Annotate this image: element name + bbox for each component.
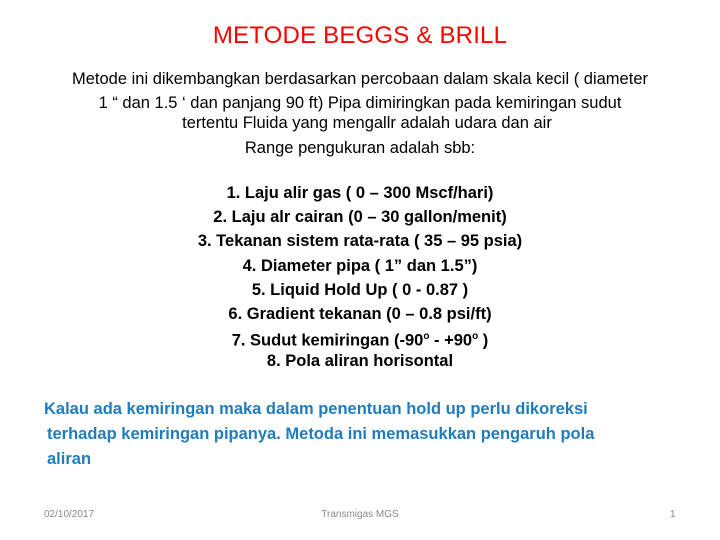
degree-sup-2: o: [472, 331, 479, 342]
list-item-7-a: 7. Sudut kemiringan (-90: [231, 331, 424, 350]
list-item-8: 8. Pola aliran horisontal: [266, 352, 454, 370]
list-item-1: 1. Laju alir gas ( 0 – 300 Mscf/hari): [226, 184, 494, 202]
list-item-5: 5. Liquid Hold Up ( 0 - 0.87 ): [251, 281, 469, 299]
list-item-6: 6. Gradient tekanan (0 – 0.8 psi/ft): [228, 305, 492, 323]
intro-line-2: 1 “ dan 1.5 ‘ dan panjang 90 ft) Pipa dimiringkan pada kemiringan sudut: [98, 94, 622, 112]
note-line-1: Kalau ada kemiringan maka dalam penentuan hold up perlu dikoreksi: [44, 400, 588, 418]
list-item-4: 4. Diameter pipa ( 1” dan 1.5”): [242, 257, 478, 275]
list-item-7-b: - +90: [429, 331, 473, 350]
note-line-2: terhadap kemiringan pipanya. Metoda ini memasukkan pengaruh pola: [47, 425, 595, 443]
intro-line-1: Metode ini dikembangkan berdasarkan percobaan dalam skala kecil ( diameter: [72, 70, 648, 88]
list-item-3: 3. Tekanan sistem rata-rata ( 35 – 95 psia): [197, 232, 523, 250]
intro-line-4: Range pengukuran adalah sbb:: [244, 139, 476, 157]
slide-title: METODE BEGGS & BRILL: [212, 22, 508, 49]
intro-line-3: tertentu Fluida yang mengallr adalah udara dan air: [182, 114, 552, 132]
footer-center: Transmigas MGS: [321, 509, 399, 520]
degree-sup-1: o: [423, 331, 430, 342]
note-line-3: aliran: [47, 450, 92, 468]
list-item-2: 2. Laju alr cairan (0 – 30 gallon/menit): [213, 208, 507, 226]
footer-page-number: 1: [670, 509, 676, 520]
list-item-7-c: ): [478, 331, 489, 350]
footer-date: 02/10/2017: [44, 509, 95, 520]
